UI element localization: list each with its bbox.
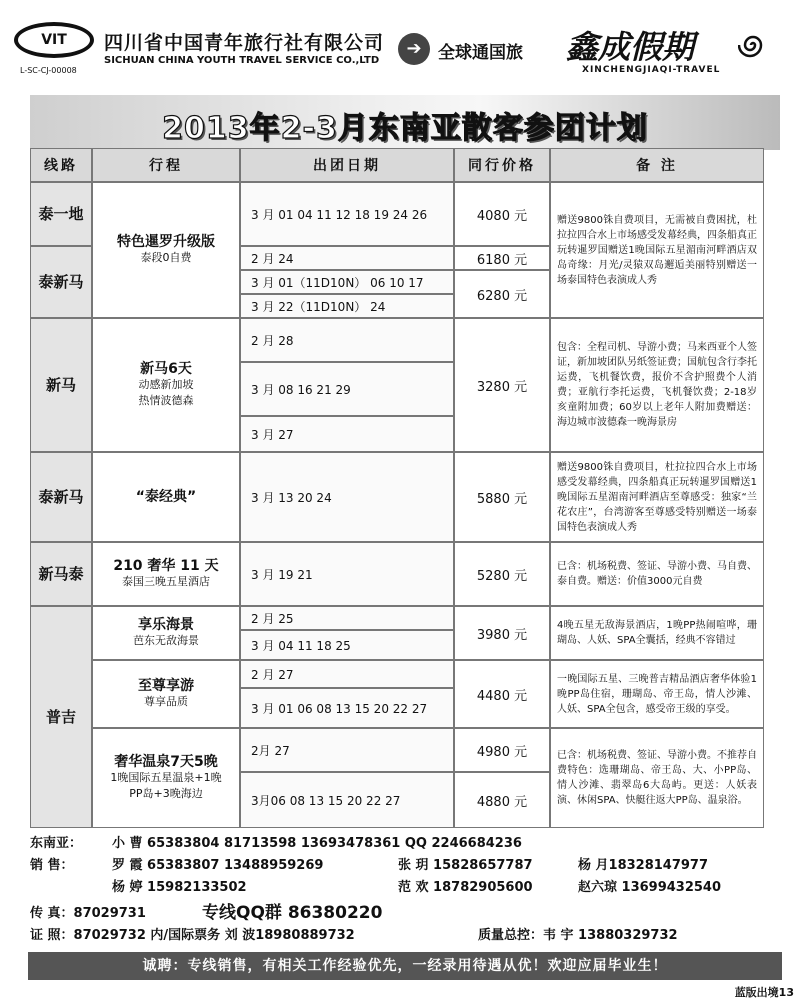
arrow-icon: ➔: [398, 33, 430, 65]
date-cell: 3 月 04 11 18 25: [240, 630, 454, 660]
note-cell: 已含：机场税费、签证、导游小费、马自费、泰自费。赠送：价值3000元自费: [550, 542, 764, 606]
date-cell: 3 月 01 06 08 13 15 20 22 27: [240, 688, 454, 728]
company-logo: [14, 22, 94, 58]
itinerary-name: 特色暹罗升级版: [117, 234, 215, 250]
date-cell: 3 月 19 21: [240, 542, 454, 606]
itinerary-cell: [92, 606, 240, 660]
itinerary-cell: [92, 182, 240, 318]
itinerary-name: “泰经典”: [135, 489, 197, 505]
price-cell: 3980 元: [454, 606, 550, 660]
itinerary-name: 享乐海景: [138, 617, 194, 633]
note-cell: 包含：全程司机、导游小费；马来西亚个人签证，新加坡团队另纸签证费；国航包含行李托运费，飞机餐饮费，报价不含护照费个人消费；亚航行李托运费，飞机餐饮费；2-18岁亥童附加费；60岁以上老年人附加费赠送：海边城市波德森一晚海景房: [550, 318, 764, 452]
logo-text: VIT: [41, 32, 67, 48]
sales-contact: 赵六琼 13699432540: [578, 880, 722, 895]
recruit-banner: 诚聘：专线销售，有相关工作经验优先，一经录用待遇从优！欢迎应届毕业生！: [28, 952, 782, 980]
note-cell: 4晚五星无敌海景酒店，1晚PP热闹喧哗，珊瑚岛、人妖、SPA全囊括，经典不容错过: [550, 606, 764, 660]
sea-label: 东南亚：: [30, 836, 83, 851]
header-price: 同行价格: [454, 148, 550, 182]
price-cell: 4480 元: [454, 660, 550, 728]
date-cell: 3 月 01 04 11 12 18 19 24 26: [240, 182, 454, 246]
header: [0, 0, 800, 95]
note-cell: 赠送9800铢自费项目，无需被自费困扰，杜拉拉四合水上市场感受发幕经典，四条船真正玩转暹罗国赠送1晚国际五星湄南河畔酒店双岛奇缘：月光/灵猿双岛邂逅美丽特别赠送一场泰国特色表演成人秀: [550, 182, 764, 318]
brand-name-en: XINCHENGJIAQI-TRAVEL: [582, 65, 721, 75]
sales-contact: 张 玥 15828657787: [398, 858, 533, 873]
note-cell: 已含：机场税费、签证、导游小费。不推荐自费特色：选珊瑚岛、帝王岛、大、小PP岛、情人沙滩、翡翠岛6大岛屿。更送：人妖表演、休闲SPA、快艇往返大PP岛、温泉浴。: [550, 728, 764, 828]
date-cell: 2 月 25: [240, 606, 454, 630]
price-cell: 5280 元: [454, 542, 550, 606]
itinerary-cell: [92, 728, 240, 828]
itinerary-sub: 泰段0自费: [140, 251, 192, 264]
itinerary-cell: [92, 542, 240, 606]
quality-control: 质量总控：韦 宇 13880329732: [478, 928, 678, 943]
route-cell: 普吉: [30, 606, 92, 828]
sea-contact: 小 曹 65383804 81713598 13693478361 QQ 2246684236: [112, 836, 522, 851]
sales-contact: 范 欢 18782905600: [398, 880, 533, 895]
qq-group: 专线QQ群 86380220: [202, 903, 383, 923]
fax: 传 真：87029731: [30, 906, 146, 921]
sales-contact: 杨 月18328147977: [578, 858, 709, 873]
price-cell: 6180 元: [454, 246, 550, 270]
date-cell: 3 月 27: [240, 416, 454, 452]
price-cell: 3280 元: [454, 318, 550, 452]
itinerary-sub: 热情波德森: [138, 394, 194, 407]
page-label: 蓝版出境13: [734, 986, 794, 999]
itinerary-name: 至尊享游: [138, 678, 194, 694]
page-title: 2013年2-3月东南亚散客参团计划: [162, 111, 648, 146]
logo-code: L-SC-CJ-00008: [20, 66, 77, 75]
price-cell: 4980 元: [454, 728, 550, 772]
swirl-icon: [738, 30, 768, 60]
itinerary-name: 新马6天: [140, 361, 192, 377]
date-cell: 2月 27: [240, 728, 454, 772]
company-name-cn: 四川省中国青年旅行社有限公司: [104, 32, 385, 54]
date-cell: 3月06 08 13 15 20 22 27: [240, 772, 454, 828]
title-banner: [30, 95, 780, 150]
price-cell: 5880 元: [454, 452, 550, 542]
header-notes: 备 注: [550, 148, 764, 182]
price-cell: 4080 元: [454, 182, 550, 246]
route-cell: 泰新马: [30, 246, 92, 318]
itinerary-name: 210 奢华 11 天: [113, 558, 219, 574]
price-cell: 4880 元: [454, 772, 550, 828]
date-cell: 3 月 22（11D10N） 24: [240, 294, 454, 318]
itinerary-cell: [92, 318, 240, 452]
itinerary-sub: 泰国三晚五星酒店: [122, 575, 210, 588]
itinerary-sub: 1晚国际五星温泉+1晚: [110, 771, 222, 784]
date-cell: 2 月 24: [240, 246, 454, 270]
itinerary-cell: [92, 452, 240, 542]
sales-contact: 罗 霞 65383807 13488959269: [112, 858, 324, 873]
route-cell: 新马泰: [30, 542, 92, 606]
note-cell: 一晚国际五星、三晚普吉精品酒店奢华体验1晚PP岛住宿，珊瑚岛、帝王岛，情人沙滩、人妖、SPA全包含，感受帝王级的享受。: [550, 660, 764, 728]
itinerary-name: 奢华温泉7天5晚: [114, 754, 218, 770]
route-cell: 新马: [30, 318, 92, 452]
header-itinerary: 行程: [92, 148, 240, 182]
price-cell: 6280 元: [454, 270, 550, 318]
header-dates: 出团日期: [240, 148, 454, 182]
brand-name: 鑫成假期: [566, 28, 695, 66]
sales-contact: 杨 婷 15982133502: [112, 880, 247, 895]
itinerary-sub: 芭东无敌海景: [133, 634, 199, 647]
header-route: 线路: [30, 148, 92, 182]
date-cell: 3 月 01（11D10N） 06 10 17: [240, 270, 454, 294]
global-brand: 全球通国旅: [438, 43, 523, 63]
date-cell: 2 月 28: [240, 318, 454, 362]
itinerary-cell: [92, 660, 240, 728]
route-cell: 泰新马: [30, 452, 92, 542]
date-cell: 3 月 13 20 24: [240, 452, 454, 542]
note-cell: 赠送9800铢自费项目，杜拉拉四合水上市场感受发幕经典，四条船真正玩转暹罗国赠送1晚国际五星湄南河畔酒店至尊感受：独家“兰花农庄”，台湾游客至尊感受特别赠送一场泰国特色表演成人秀: [550, 452, 764, 542]
sales-label: 销 售：: [30, 858, 74, 873]
date-cell: 3 月 08 16 21 29: [240, 362, 454, 416]
itinerary-sub: 尊享品质: [144, 695, 188, 708]
company-name-en: SICHUAN CHINA YOUTH TRAVEL SERVICE CO.,LTD: [104, 55, 380, 66]
license: 证 照：87029732 内/国际票务 刘 波18980889732: [30, 928, 355, 943]
route-cell: 泰一地: [30, 182, 92, 246]
itinerary-sub: PP岛+3晚海边: [129, 787, 203, 800]
itinerary-sub: 动感新加坡: [138, 378, 194, 391]
tour-table: [30, 148, 764, 828]
date-cell: 2 月 27: [240, 660, 454, 688]
